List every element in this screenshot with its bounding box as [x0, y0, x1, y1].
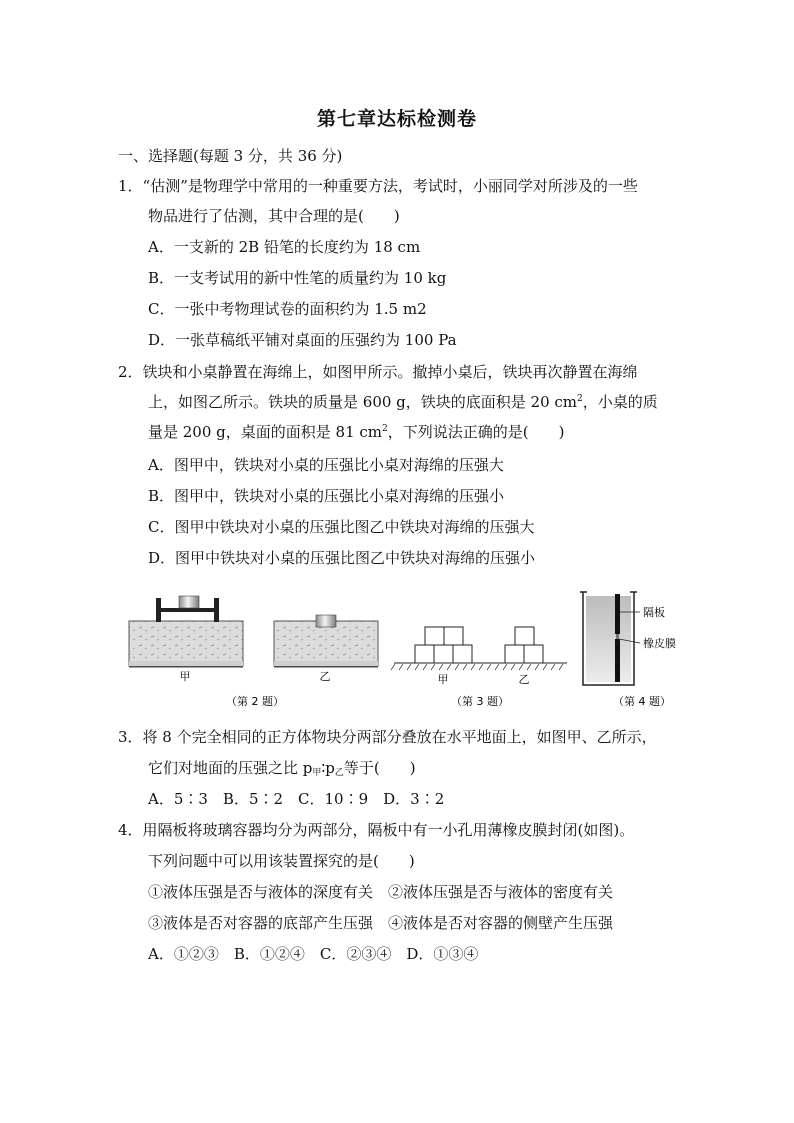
label-membrane: 橡皮膜	[643, 637, 676, 650]
page-title: 第七章达标检测卷	[316, 108, 477, 130]
q2-stem-line1: 2．铁块和小桌静置在海绵上，如图甲所示。撤掉小桌后，铁块再次静置在海绵	[118, 363, 638, 381]
sponge-with-table-diagram	[129, 596, 243, 683]
label-jia: 甲	[179, 670, 191, 683]
q2-option-a: A．图甲中，铁块对小桌的压强比小桌对海绵的压强大	[148, 456, 504, 474]
q1-option-c: C．一张中考物理试卷的面积约为 1.5 m2	[148, 300, 427, 318]
q3-stem-line2: 它们对地面的压强之比 $p_甲∶p_乙$等于( )	[148, 759, 416, 778]
label-jia-fig3: 甲	[437, 673, 449, 686]
q2-option-d: D．图甲中铁块对小桌的压强比图乙中铁块对海绵的压强小	[148, 549, 536, 567]
q4-stem-line1: 4．用隔板将玻璃容器均分为两部分，隔板中有一小孔用薄橡皮膜封闭(如图)。	[118, 821, 635, 839]
sponge-with-iron-diagram	[274, 615, 378, 683]
stacked-cubes-diagram	[391, 627, 567, 670]
section-heading: 一、选择题(每题 3 分，共 36 分)	[118, 147, 343, 165]
q1-option-b: B．一支考试用的新中性笔的质量约为 10 kg	[148, 269, 447, 287]
caption-fig4: （第 4 题）	[613, 695, 671, 708]
label-partition: 隔板	[643, 606, 665, 619]
q3-options: A．5∶3 B．5∶2 C．10∶9 D．3∶2	[148, 790, 445, 808]
superscript: 2	[382, 424, 388, 434]
q1-stem-line1: 1．“估测”是物理学中常用的一种重要方法，考试时，小丽同学对所涉及的一些	[118, 177, 638, 195]
q2-option-c: C．图甲中铁块对小桌的压强比图乙中铁块对海绵的压强大	[148, 518, 535, 536]
caption-fig2: （第 2 题）	[226, 695, 284, 708]
q4-item-line4: ③液体是否对容器的底部产生压强 ④液体是否对容器的侧壁产生压强	[148, 914, 614, 932]
q2-option-b: B．图甲中，铁块对小桌的压强比小桌对海绵的压强小	[148, 487, 505, 505]
caption-fig3: （第 3 题）	[451, 695, 509, 708]
label-yi-fig3: 乙	[518, 673, 530, 686]
q4-item-line3: ①液体压强是否与液体的深度有关 ②液体压强是否与液体的密度有关	[148, 883, 614, 901]
q1-option-d: D．一张草稿纸平铺对桌面的压强约为 100 Pa	[148, 331, 457, 349]
q1-option-a: A．一支新的 2B 铅笔的长度约为 18 cm	[148, 238, 421, 256]
figure-panel	[125, 588, 700, 718]
q2-stem-line2: 上，如图乙所示。铁块的质量是 600 g，铁块的底面积是 20 $cm^2$，小桌的质	[148, 393, 658, 411]
q2-stem-line3: 量是 200 g，桌面的面积是 81 $cm^2$，下列说法正确的是( )	[148, 423, 565, 441]
q1-stem-line2: 物品进行了估测，其中合理的是( )	[148, 207, 400, 225]
label-yi: 乙	[319, 670, 331, 683]
partitioned-container-diagram	[580, 592, 676, 685]
q3-stem-line1: 3．将 8 个完全相同的正方体物块分两部分叠放在水平地面上，如图甲、乙所示，	[118, 728, 657, 746]
superscript: 2	[577, 394, 583, 404]
q4-options: A．①②③ B．①②④ C．②③④ D．①③④	[148, 945, 479, 963]
q4-stem-line2: 下列问题中可以用该装置探究的是( )	[148, 852, 415, 870]
